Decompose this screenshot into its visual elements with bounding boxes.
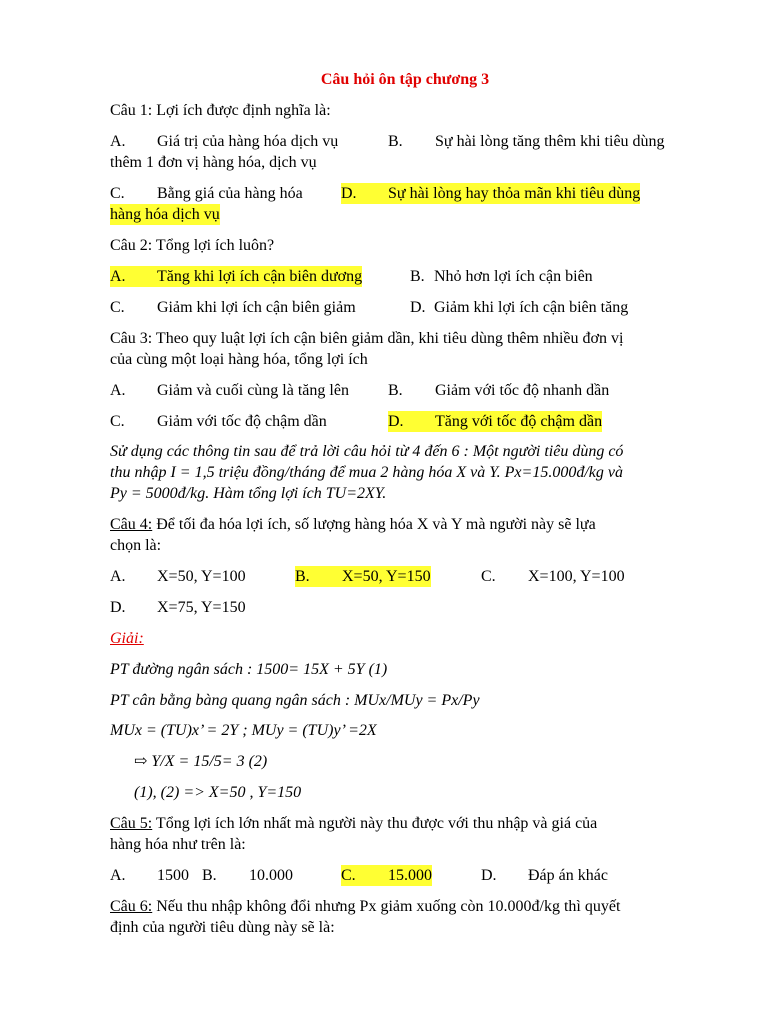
q2-option-c: C. Giảm khi lợi ích cận biên giảm: [110, 299, 356, 316]
q1-option-d-correct: D. Sự hài lòng hay thỏa mãn khi tiêu dùng: [341, 185, 641, 202]
question-6-number: Câu 6:: [110, 898, 153, 915]
q1-option-d-cont: hàng hóa dịch vụ: [110, 206, 220, 223]
q3-option-d-correct: D. Tăng với tốc độ chậm dần: [388, 413, 603, 430]
q4-option-d: D. X=75, Y=150: [110, 599, 246, 616]
q4-option-c: C. X=100, Y=100: [481, 568, 625, 585]
q4-option-a: A. X=50, Y=100: [110, 568, 246, 585]
solution-heading: Giải:: [110, 630, 144, 647]
q3-option-b: B. Giảm với tốc độ nhanh dần: [388, 382, 610, 399]
solution-line-1: PT đường ngân sách : 1500= 15X + 5Y (1): [110, 661, 388, 678]
question-4-stem: Câu 4: Để tối đa hóa lợi ích, số lượng hàng hóa X và Y mà người này sẽ lựa: [110, 516, 596, 533]
question-5-stem-cont: hàng hóa như trên là:: [110, 836, 246, 853]
question-6-stem: Câu 6: Nếu thu nhập không đổi nhưng Px giảm xuống còn 10.000đ/kg thì quyết: [110, 898, 621, 915]
q5-option-d: D. Đáp án khác: [481, 867, 608, 884]
q1-option-b-cont: thêm 1 đơn vị hàng hóa, dịch vụ: [110, 154, 317, 171]
q2-option-a-correct: A. Tăng khi lợi ích cận biên dương: [110, 268, 363, 285]
q2-option-b: B. Nhỏ hơn lợi ích cận biên: [410, 268, 593, 285]
solution-line-3: MUx = (TU)x’ = 2Y ; MUy = (TU)y’ =2X: [110, 722, 377, 739]
q3-option-c: C. Giảm với tốc độ chậm dần: [110, 413, 327, 430]
implies-arrow-icon: ⇨: [134, 753, 148, 770]
q5-option-a: A. 1500: [110, 867, 189, 884]
solution-line-2: PT cân bằng bàng quang ngân sách : MUx/MUy = Px/Py: [110, 692, 480, 709]
q1-option-b: B. Sự hài lòng tăng thêm khi tiêu dùng: [388, 133, 665, 150]
question-6-stem-cont: định của người tiêu dùng này sẽ là:: [110, 919, 335, 936]
q5-option-c-correct: C. 15.000: [341, 867, 432, 884]
q2-option-d: D. Giảm khi lợi ích cận biên tăng: [410, 299, 629, 316]
info-line-3: Py = 5000đ/kg. Hàm tổng lợi ích TU=2XY.: [110, 485, 387, 502]
solution-line-4: ⇨ Y/X = 15/5= 3 (2): [134, 753, 268, 770]
q4-option-b-correct: B. X=50, Y=150: [295, 568, 431, 585]
info-line-1: Sử dụng các thông tin sau để trả lời câu hỏi từ 4 đến 6 : Một người tiêu dùng có: [110, 443, 624, 460]
q1-option-c: C. Bằng giá của hàng hóa: [110, 185, 303, 202]
question-3-stem: Câu 3: Theo quy luật lợi ích cận biên giảm dần, khi tiêu dùng thêm nhiều đơn vị: [110, 330, 624, 347]
question-2-stem: Câu 2: Tổng lợi ích luôn?: [110, 237, 275, 254]
q5-option-b: B. 10.000: [202, 867, 293, 884]
question-1-stem: Câu 1: Lợi ích được định nghĩa là:: [110, 102, 331, 119]
q1-option-a: A. Giá trị của hàng hóa dịch vụ: [110, 133, 339, 150]
question-4-stem-cont: chọn là:: [110, 537, 162, 554]
question-5-stem: Câu 5: Tổng lợi ích lớn nhất mà người này thu được với thu nhập và giá của: [110, 815, 598, 832]
info-line-2: thu nhập I = 1,5 triệu đồng/tháng để mua 2 hàng hóa X và Y. Px=15.000đ/kg và: [110, 464, 623, 481]
q3-option-a: A. Giảm và cuối cùng là tăng lên: [110, 382, 349, 399]
question-4-number: Câu 4:: [110, 516, 153, 533]
question-3-stem-cont: của cùng một loại hàng hóa, tổng lợi ích: [110, 351, 368, 368]
document-title: Câu hỏi ôn tập chương 3: [320, 71, 490, 88]
solution-line-5: (1), (2) => X=50 , Y=150: [134, 784, 302, 801]
question-5-number: Câu 5:: [110, 815, 153, 832]
